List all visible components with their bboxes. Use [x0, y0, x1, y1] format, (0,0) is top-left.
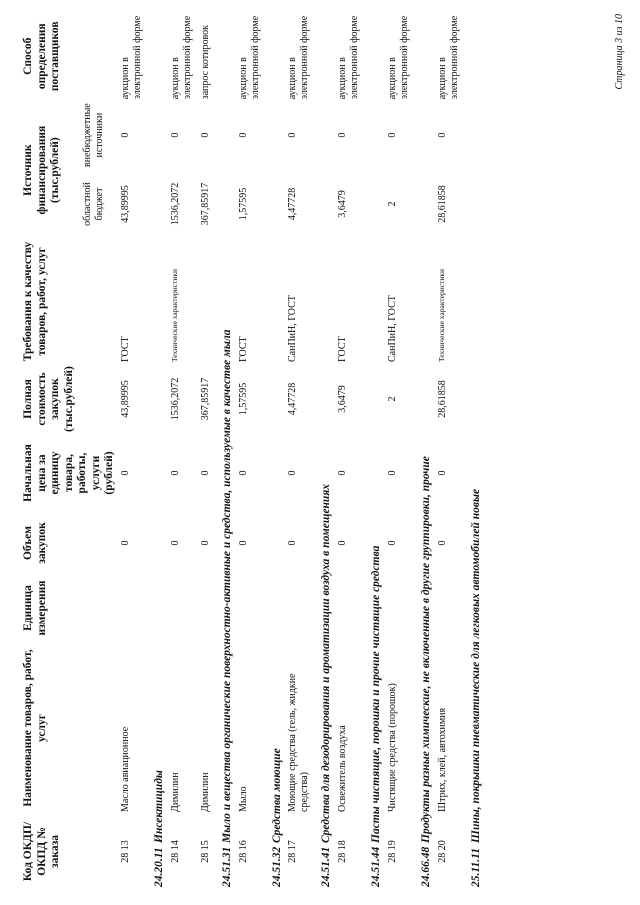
item-unit [235, 574, 265, 642]
item-start-price: 0 [386, 470, 398, 476]
section-code: 24.51.41 [320, 846, 333, 887]
item-start-price: 0 [199, 470, 211, 476]
item-requirements: ГОСТ [337, 336, 349, 362]
item-funding-extra: 0 [119, 132, 131, 138]
item-full-cost: 367,85917 [199, 377, 211, 421]
item-unit [384, 574, 414, 642]
item-unit [434, 574, 464, 642]
section-code: 24.51.31 [220, 846, 233, 887]
section-title: Продукты разные химические, не включенные в другие группировки, прочие [419, 456, 432, 843]
item-requirements: Технические характеристики [436, 268, 446, 362]
item-method: аукцион в электронной форме [337, 15, 361, 100]
item-code: 28 15 [199, 840, 211, 863]
section-title: Пасты чистящие, порошки и прочие чистящие средства [370, 545, 383, 843]
item-funding-regional: 2 [386, 201, 398, 207]
item-full-cost: 3,6479 [337, 385, 349, 413]
header-code: Код ОКДП/ ОКПД № заказа [22, 821, 62, 882]
item-start-price: 0 [436, 470, 448, 476]
item-volume: 0 [199, 540, 211, 546]
table-row [334, 11, 364, 889]
section-cell [265, 11, 285, 889]
section-row [314, 11, 334, 889]
item-unit [167, 574, 197, 642]
item-funding-regional: 43,89995 [119, 185, 131, 223]
item-funding-regional: 1,57595 [237, 187, 249, 221]
item-unit [197, 574, 215, 642]
table-row [284, 11, 314, 889]
section-row [265, 11, 285, 889]
section-cell [364, 11, 384, 889]
item-full-cost: 28,61858 [436, 380, 448, 418]
section-code: 24.20.11 [152, 847, 165, 887]
section-cell [147, 11, 167, 889]
item-code: 28 16 [237, 840, 249, 863]
item-code: 28 13 [119, 840, 131, 863]
table-row [235, 11, 265, 889]
table-row [434, 11, 464, 889]
item-method: аукцион в электронной форме [386, 15, 410, 100]
item-unit [334, 574, 364, 642]
item-funding-extra: 0 [169, 132, 181, 138]
item-volume: 0 [119, 540, 131, 546]
item-volume: 0 [386, 540, 398, 546]
item-full-cost: 43,89995 [119, 380, 131, 418]
item-funding-regional: 3,6479 [337, 190, 349, 218]
item-unit [117, 574, 147, 642]
item-funding-extra: 0 [237, 132, 249, 138]
item-requirements: СанПиН, ГОСТ [287, 295, 299, 362]
item-name: Димилин [199, 772, 211, 812]
item-code: 28 20 [436, 840, 448, 863]
table-body [117, 11, 484, 889]
section-cell [464, 11, 484, 889]
item-volume: 0 [337, 540, 349, 546]
item-method: аукцион в электронной форме [287, 15, 311, 100]
section-row [215, 11, 235, 889]
header-funding-extra: внебюджетные источники [82, 103, 105, 167]
item-volume: 0 [169, 540, 181, 546]
item-full-cost: 1,57595 [237, 382, 249, 416]
item-name: Моющие средства (гель, жидкие средства) [287, 673, 311, 812]
section-code: 24.51.44 [370, 846, 383, 887]
item-requirements: Технические характеристики [169, 268, 179, 362]
header-name: Наименование товаров, работ, услуг [22, 649, 48, 807]
item-method: аукцион в электронной форме [237, 15, 261, 100]
item-code: 28 14 [169, 840, 181, 863]
item-funding-regional: 28,61858 [436, 185, 448, 223]
item-start-price: 0 [337, 470, 349, 476]
item-code: 28 19 [386, 840, 398, 863]
header-funding: Источник финансирования (тыс.рублей) [22, 125, 62, 215]
section-code: 24.51.32 [270, 846, 283, 887]
header-requirements: Требования к качеству товаров, работ, услуг [22, 241, 48, 362]
table-row [117, 11, 147, 889]
item-funding-extra: 0 [436, 132, 448, 138]
item-start-price: 0 [237, 470, 249, 476]
section-title: Шины, покрышки пневматические для легковых автомобилей новые [469, 488, 482, 843]
item-funding-extra: 0 [386, 132, 398, 138]
item-funding-regional: 1536,2072 [169, 182, 181, 226]
section-cell [215, 11, 235, 889]
item-requirements [197, 239, 215, 364]
section-title: Средства для дезодорирования и ароматизации воздуха в помещениях [320, 483, 333, 843]
section-row [147, 11, 167, 889]
table-header-row [22, 11, 82, 889]
item-funding-extra: 0 [337, 132, 349, 138]
table-row [197, 11, 215, 889]
section-row [414, 11, 434, 889]
item-unit [284, 574, 314, 642]
item-method: аукцион в электронной форме [169, 15, 193, 100]
item-funding-regional: 4,47728 [287, 187, 299, 221]
item-method: запрос котировок [199, 25, 211, 100]
item-full-cost: 1536,2072 [169, 377, 181, 421]
page-number: Страница 3 из 10 [614, 14, 625, 90]
section-cell [414, 11, 434, 889]
table-row [167, 11, 197, 889]
item-start-price: 0 [287, 470, 299, 476]
section-row [364, 11, 384, 889]
header-unit: Единица измерения [22, 580, 48, 636]
item-name: Димилин [169, 772, 181, 812]
item-name: Масло авиационное [119, 726, 131, 812]
section-code: 24.66.48 [419, 846, 432, 887]
section-code: 25.11.11 [469, 848, 482, 887]
item-code: 28 18 [337, 840, 349, 863]
item-method: аукцион в электронной форме [436, 15, 460, 100]
header-start-price: Начальная цена за единицу товара, работы, услуги (рублей) [22, 444, 116, 502]
header-method: Способ определения поставщиков [22, 21, 62, 92]
item-funding-extra: 0 [199, 132, 211, 138]
item-volume: 0 [436, 540, 448, 546]
item-method: аукцион в электронной форме [119, 15, 143, 100]
header-full-cost: Полная стоимость закупок (тыс.рублей) [22, 366, 75, 432]
table-row [384, 11, 414, 889]
item-name: Штрих, клей, автохимия [436, 707, 448, 812]
section-row [464, 11, 484, 889]
item-volume: 0 [237, 540, 249, 546]
section-cell [314, 11, 334, 889]
item-volume: 0 [287, 540, 299, 546]
item-name: Мыло [237, 786, 249, 812]
item-funding-extra: 0 [287, 132, 299, 138]
item-name: Чистящие средства (порошок) [386, 683, 398, 812]
item-requirements: ГОСТ [237, 336, 249, 362]
item-funding-regional: 367,85917 [199, 182, 211, 226]
item-start-price: 0 [119, 470, 131, 476]
item-name: Освежитель воздуха [337, 725, 349, 812]
section-title: Мыло и вещества органические поверхностно-активные и средства, используемые в качестве мыла [220, 329, 233, 843]
procurement-table [22, 11, 484, 889]
section-title: Инсектициды [152, 770, 165, 843]
item-requirements: СанПиН, ГОСТ [386, 295, 398, 362]
header-volume: Объем закупок [22, 522, 48, 564]
item-full-cost: 4,47728 [287, 382, 299, 416]
item-start-price: 0 [169, 470, 181, 476]
section-title: Средства моющие [270, 748, 283, 843]
item-requirements: ГОСТ [119, 336, 131, 362]
header-funding-regional: областной бюджет [82, 182, 105, 226]
item-full-cost: 2 [386, 396, 398, 402]
item-code: 28 17 [287, 840, 299, 863]
